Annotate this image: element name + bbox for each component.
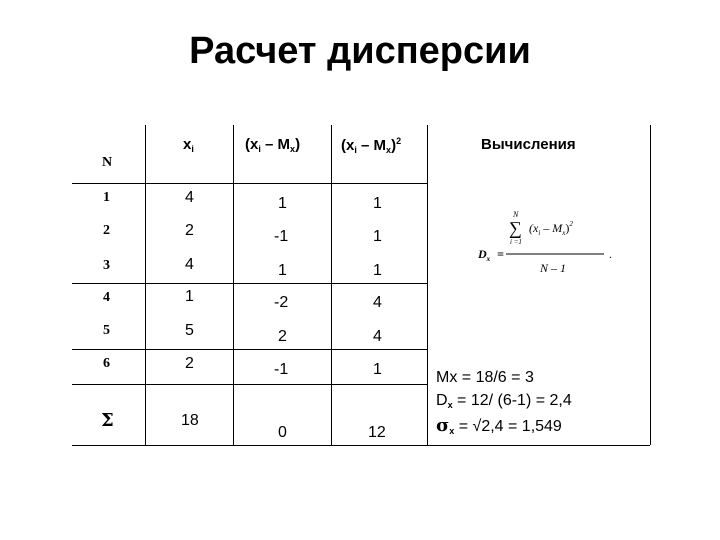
deviation-value: -1 — [274, 228, 289, 245]
row-divider — [72, 283, 427, 284]
formula-end: . — [609, 247, 612, 261]
sum-x: 18 — [181, 412, 199, 429]
x-value: 1 — [185, 288, 194, 305]
x-value: 4 — [185, 256, 194, 273]
squared-deviation-value: 1 — [373, 361, 382, 378]
deviation-value: 1 — [278, 195, 287, 212]
row-divider — [72, 384, 427, 385]
squared-deviation-value: 1 — [373, 195, 382, 212]
sum-deviation: 0 — [278, 424, 287, 441]
col-divider — [233, 125, 234, 445]
row-number: 6 — [103, 356, 110, 371]
col-divider — [331, 125, 332, 445]
deviation-value: 2 — [278, 328, 287, 345]
squared-deviation-value: 1 — [373, 262, 382, 279]
header-calculations: Вычисления — [481, 136, 576, 153]
variance-result: $D_x = 12/$ (6-1) = 2,4 — [436, 392, 572, 410]
squared-deviation-value: 4 — [373, 328, 382, 345]
sum-symbol: Σ — [101, 410, 114, 431]
deviation-value: 1 — [278, 262, 287, 279]
page-title: Расчет дисперсии — [189, 30, 531, 72]
x-value: 2 — [185, 355, 194, 372]
row-divider — [72, 183, 427, 184]
formula-sum-sign: ∑ — [509, 218, 522, 238]
deviation-value: -1 — [274, 361, 289, 378]
std-deviation-result: $\sigma_x = √2,4 = 1,549$ — [436, 415, 562, 436]
variance-formula — [476, 206, 626, 276]
squared-deviation-value: 4 — [373, 294, 382, 311]
mean-result: Mx = 18/6 = 3 — [436, 369, 534, 386]
header-x: $x_i$ — [183, 136, 194, 154]
col-divider — [427, 125, 428, 445]
squared-deviation-value: 1 — [373, 228, 382, 245]
row-number: 5 — [103, 323, 110, 338]
x-value: 4 — [185, 189, 194, 206]
header-squared-deviation: $(x_i - M_x)^2$ — [341, 136, 402, 155]
x-value: 5 — [185, 322, 194, 339]
deviation-value: -2 — [274, 294, 289, 311]
table-bottom-border — [72, 445, 650, 446]
formula-lhs: $D_x$ = — [478, 247, 505, 263]
formula-numerator: $(x_i - M_x)^2$ — [529, 220, 573, 237]
col-divider — [145, 125, 146, 445]
header-n: N — [102, 155, 113, 170]
row-number: 3 — [103, 258, 110, 273]
row-number: 4 — [103, 290, 110, 305]
row-number: 2 — [103, 223, 110, 238]
row-number: 1 — [103, 190, 110, 205]
formula-sum-upper-limit: N — [513, 210, 519, 219]
header-deviation: $(x_i - M_x)$ — [245, 136, 301, 154]
sum-squared-deviation: 12 — [368, 424, 386, 441]
formula-denominator: N – 1 — [540, 261, 567, 275]
col-divider — [650, 125, 651, 445]
x-value: 2 — [185, 222, 194, 239]
row-divider — [72, 349, 427, 350]
formula-sum-lower-limit: i =1 — [510, 238, 522, 246]
